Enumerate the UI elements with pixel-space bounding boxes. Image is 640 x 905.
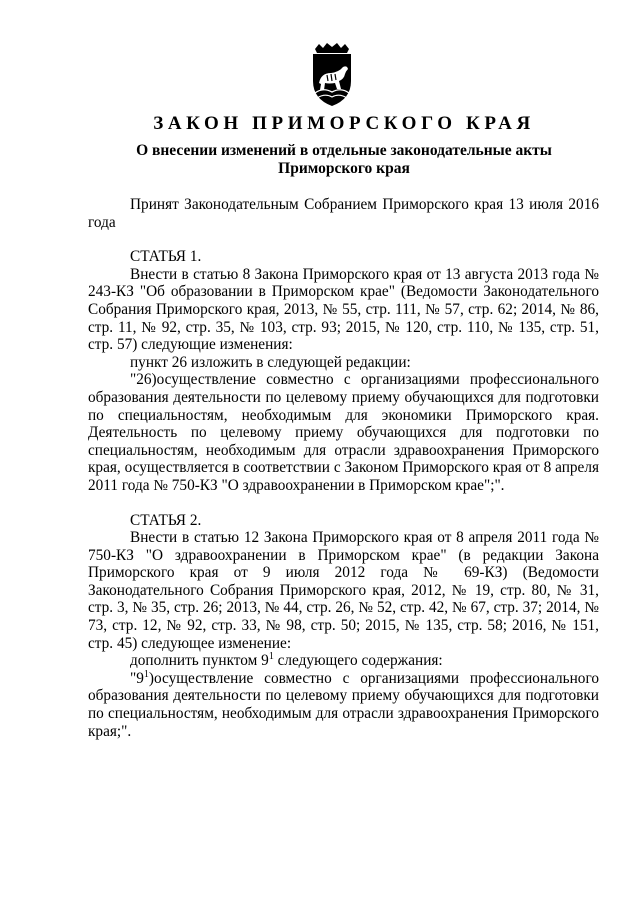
- article-2-quote-superscript: 1: [143, 668, 149, 680]
- article-1-quote: "26)осуществление совместно с организациями профессионального образования деятельности по целевому приему обучающихся для подготовки по специальностям, необходимым для экономики Приморского края. Деятельность по целевому приему обучающихся для подготовки по специальностям, необходимым для отрасли здравоохранения Приморского края, осуществляется в соответствии с Законом Приморского края от 8 апреля 2011 года № 750-КЗ "О здравоохранении в Приморском крае";".: [88, 371, 599, 494]
- article-2-quote-text: )осуществление совместно с организациями профессионального образования деятельности по целевому приему обучающихся для подготовки по специальностям, необходимым для отрасли здравоохранения Приморского края;".: [88, 669, 599, 740]
- article-2-heading: СТАТЬЯ 2.: [130, 511, 202, 529]
- article-2-intro: Внести в статью 12 Закона Приморского края от 8 апреля 2011 года № 750-КЗ "О здравоохранении в Приморском крае" (в редакции Закона Приморского края от 9 июля 2012 года № 69-КЗ) (Ведомости Законодательного Собрания Приморского края, 2012, № 19, стр. 80, № 31, стр. 3, № 35, стр. 26; 2013, № 44, стр. 26, № 52, стр. 42, № 67, стр. 37; 2014, № 73, стр. 12, № 92, стр. 33, № 98, стр. 50; 2015, № 135, стр. 58; 2016, № 151, стр. 45) следующее изменение:: [88, 529, 599, 652]
- article-2-quote: [88, 670, 599, 740]
- article-1-intro: Внести в статью 8 Закона Приморского края от 13 августа 2013 года № 243-КЗ "Об образовании в Приморском крае" (Ведомости Законодательного Собрания Приморского края, 2013, № 55, стр. 111, № 57, стр. 62; 2014, № 86, стр. 11, № 92, стр. 35, № 103, стр. 93; 2015, № 120, стр. 110, № 135, стр. 51, стр. 57) следующие изменения:: [88, 265, 599, 354]
- article-2-instruction-text: дополнить пунктом 9: [130, 652, 269, 670]
- article-2-quote-open: "9: [130, 669, 144, 687]
- article-2-instruction-superscript: 1: [268, 651, 274, 663]
- article-1-instruction: пункт 26 изложить в следующей редакции:: [130, 353, 411, 371]
- law-title: ЗАКОН ПРИМОРСКОГО КРАЯ: [153, 113, 535, 134]
- article-2-instruction-tail: следующего содержания:: [273, 652, 443, 670]
- law-body: [88, 196, 599, 740]
- article-2-instruction: [88, 652, 599, 670]
- article-1-heading: СТАТЬЯ 1.: [130, 248, 202, 266]
- law-subtitle: О внесении изменений в отдельные законодательные акты Приморского края: [136, 142, 552, 177]
- coat-of-arms-emblem-icon: [305, 43, 359, 107]
- adoption-note: Принят Законодательным Собранием Приморского края 13 июля 2016 года: [88, 196, 599, 231]
